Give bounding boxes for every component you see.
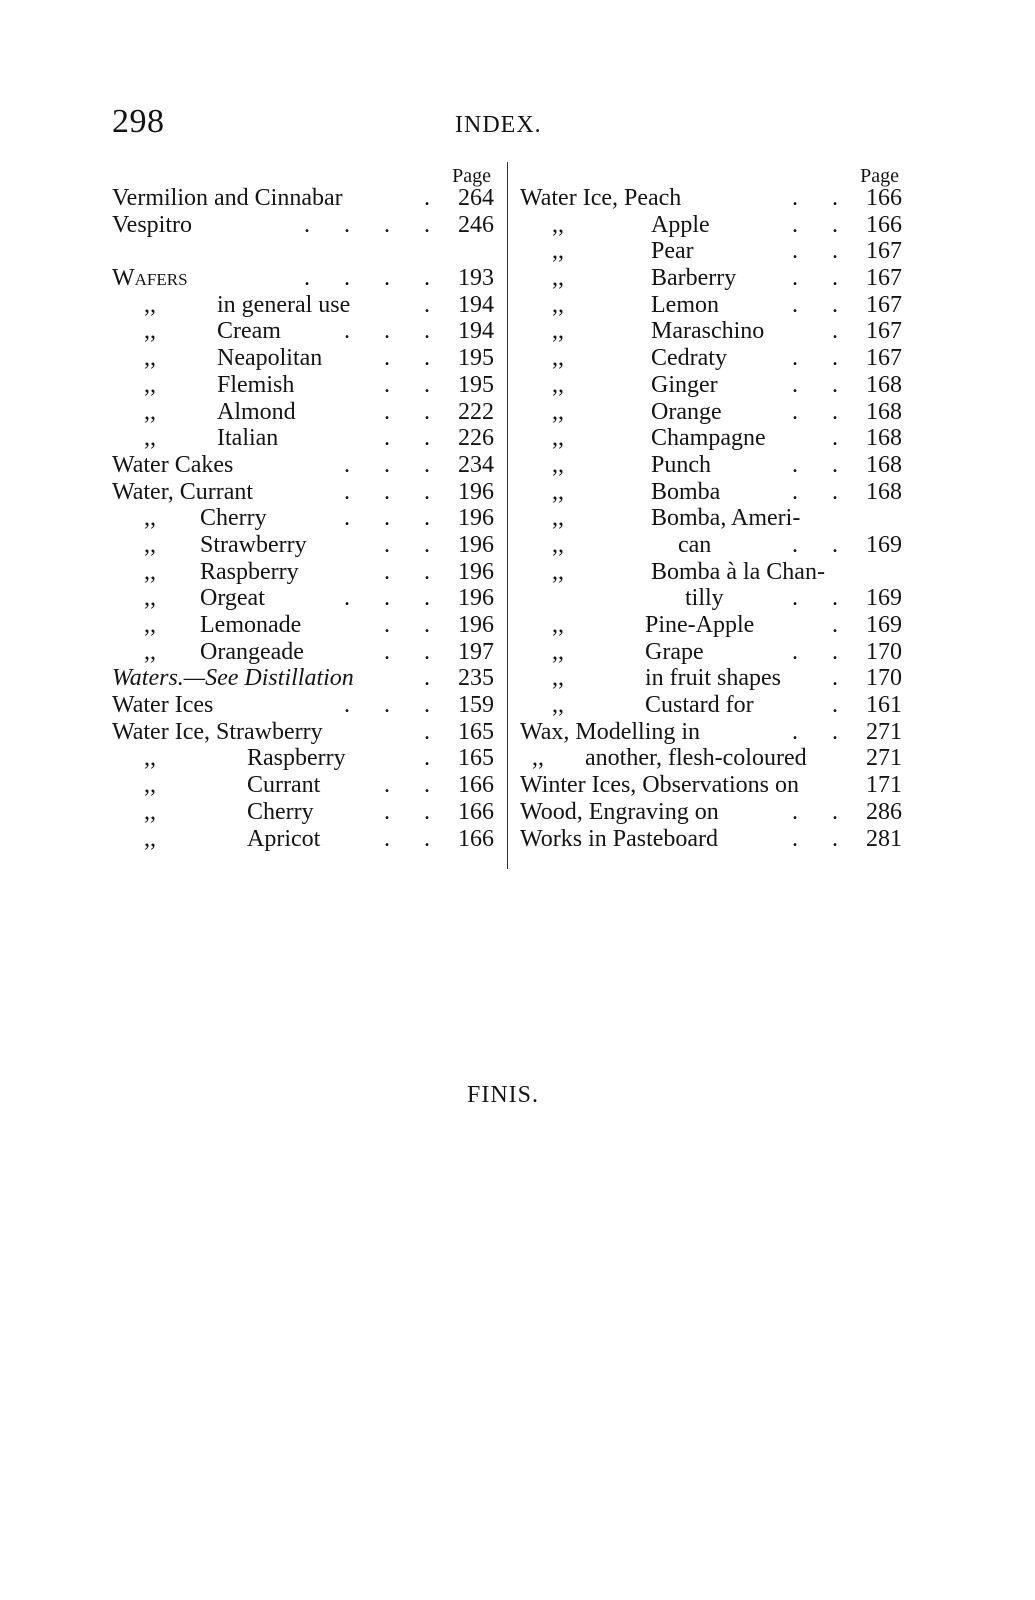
index-entry — [520, 665, 902, 692]
index-entry — [112, 505, 494, 532]
page-ref: 159 — [458, 692, 494, 719]
index-entry — [112, 372, 494, 399]
entry-label: in general use — [217, 291, 351, 318]
entry-label: Pine-Apple — [645, 612, 755, 638]
ditto-mark: ,, — [144, 291, 156, 318]
leader-dots: . . . — [344, 505, 444, 532]
running-title: INDEX. — [455, 112, 542, 138]
index-entry — [112, 745, 494, 772]
leader-dots: . . — [384, 798, 444, 825]
index-entry — [112, 826, 494, 853]
leader-dots: . . . — [344, 478, 444, 505]
page-ref: 196 — [458, 558, 494, 585]
ditto-mark: ,, — [144, 505, 156, 532]
entry-label: Italian — [217, 425, 279, 452]
index-column-left — [112, 163, 494, 852]
leader-dots: . . — [792, 265, 852, 292]
ditto-mark: ,, — [552, 612, 564, 638]
entry-label: Neapolitan — [217, 345, 323, 372]
ditto-mark: ,, — [144, 531, 156, 558]
ditto-mark: ,, — [144, 345, 156, 372]
leader-dots: . . — [792, 825, 852, 852]
leader-dots: . . — [792, 478, 852, 505]
index-entry — [520, 532, 902, 559]
index-entry — [520, 318, 902, 345]
entry-label: Flemish — [217, 371, 295, 398]
entry-label: Almond — [217, 398, 296, 425]
page-ref: 194 — [458, 291, 494, 318]
entry-label: Pear — [651, 238, 694, 265]
entry-label: Apple — [651, 211, 710, 238]
leader-dots: . . . — [344, 451, 444, 478]
index-entry — [112, 452, 494, 479]
entry-label: Waters.—See Distillation — [112, 665, 354, 692]
leader-dots: . — [424, 718, 444, 745]
leader-dots: . — [424, 665, 444, 692]
index-entry — [520, 612, 902, 639]
ditto-mark: ,, — [144, 825, 156, 852]
page-ref: 193 — [458, 265, 494, 292]
index-entry — [520, 452, 902, 479]
index-entry — [112, 479, 494, 506]
leader-dots: . — [424, 291, 444, 318]
index-entry — [112, 399, 494, 426]
leader-dots: . — [832, 425, 852, 452]
entry-label: Cream — [217, 318, 281, 345]
page-ref: 235 — [458, 665, 494, 692]
index-entry — [520, 745, 902, 772]
leader-dots: . . . — [344, 585, 444, 612]
leader-dots: . — [832, 692, 852, 719]
entry-label: Wax, Modelling in — [520, 718, 701, 745]
page-ref: 226 — [458, 425, 494, 452]
entry-label: Grape — [645, 638, 704, 665]
ditto-mark: ,, — [532, 745, 544, 772]
index-entry — [112, 799, 494, 826]
leader-dots: . . — [384, 558, 444, 585]
page-ref: 168 — [866, 371, 902, 398]
page-ref: 167 — [866, 291, 902, 318]
index-entry — [112, 665, 494, 692]
page-ref: 286 — [866, 798, 902, 825]
entries-right — [520, 185, 902, 852]
ditto-mark: ,, — [552, 238, 564, 265]
entry-label: Vermilion and Cinnabar — [112, 185, 343, 211]
index-entry — [112, 185, 494, 212]
page-ref: 170 — [866, 665, 902, 692]
entry-label: Lemon — [651, 291, 719, 318]
index-entry — [520, 292, 902, 319]
entry-label: can — [678, 531, 712, 558]
leader-dots: . — [424, 745, 444, 772]
entry-label: Lemonade — [200, 612, 302, 638]
index-entry — [520, 212, 902, 239]
leader-dots: . . — [792, 238, 852, 265]
page-ref: 167 — [866, 265, 902, 292]
page-ref: 196 — [458, 612, 494, 638]
index-entry — [112, 639, 494, 666]
entries-left — [112, 185, 494, 852]
ditto-mark: ,, — [144, 585, 156, 612]
page-ref: 169 — [866, 585, 902, 612]
index-entry — [520, 399, 902, 426]
ditto-mark: ,, — [144, 772, 156, 799]
leader-dots: . . — [792, 345, 852, 372]
entry-label: Bomba, Ameri- — [651, 505, 801, 532]
page-ref: 281 — [866, 825, 902, 852]
page-ref: 264 — [458, 185, 494, 211]
page-ref: 271 — [866, 718, 902, 745]
column-divider — [507, 162, 508, 869]
page-ref: 197 — [458, 638, 494, 665]
entry-label: Water Cakes — [112, 451, 234, 478]
leader-dots: . . — [384, 825, 444, 852]
leader-dots: . . — [792, 398, 852, 425]
entry-label: Cherry — [247, 798, 314, 825]
page-ref: 170 — [866, 638, 902, 665]
entry-label: Raspberry — [200, 558, 299, 585]
ditto-mark: ,, — [552, 692, 564, 719]
index-entry — [520, 692, 902, 719]
leader-dots: . . — [384, 371, 444, 398]
index-entry — [112, 532, 494, 559]
entry-label: Raspberry — [247, 745, 346, 772]
ditto-mark: ,, — [144, 558, 156, 585]
leader-dots: . . — [792, 718, 852, 745]
page-ref: 196 — [458, 531, 494, 558]
page-ref: 168 — [866, 425, 902, 452]
ditto-mark: ,, — [144, 371, 156, 398]
page-ref: 169 — [866, 531, 902, 558]
entry-label: Custard for — [645, 692, 754, 719]
entry-label: in fruit shapes — [645, 665, 781, 692]
ditto-mark: ,, — [552, 558, 564, 585]
ditto-mark: ,, — [552, 318, 564, 345]
entry-label: Bomba — [651, 478, 721, 505]
leader-dots: . . — [792, 451, 852, 478]
index-entry — [520, 826, 902, 853]
entry-label: Currant — [247, 772, 321, 799]
index-entry — [520, 505, 902, 532]
entry-label: Maraschino — [651, 318, 765, 345]
index-entry — [112, 585, 494, 612]
page-ref: 195 — [458, 345, 494, 372]
index-entry — [112, 345, 494, 372]
index-entry — [520, 185, 902, 212]
leader-dots: . . — [384, 638, 444, 665]
ditto-mark: ,, — [552, 398, 564, 425]
page-ref: 196 — [458, 505, 494, 532]
page-ref: 196 — [458, 585, 494, 612]
index-entry — [112, 719, 494, 746]
index-entry — [112, 265, 494, 292]
page-ref: 234 — [458, 451, 494, 478]
ditto-mark: ,, — [144, 612, 156, 638]
ditto-mark: ,, — [144, 425, 156, 452]
leader-dots: . . — [792, 185, 852, 211]
page-ref: 168 — [866, 451, 902, 478]
ditto-mark: ,, — [552, 425, 564, 452]
ditto-mark: ,, — [552, 505, 564, 532]
index-entry — [520, 265, 902, 292]
entry-label: Strawberry — [200, 531, 307, 558]
ditto-mark: ,, — [552, 371, 564, 398]
leader-dots: . . . — [344, 692, 444, 719]
page-ref: 271 — [866, 745, 902, 772]
entry-label: Champagne — [651, 425, 766, 452]
ditto-mark: ,, — [552, 665, 564, 692]
leader-dots: . . — [792, 798, 852, 825]
ditto-mark: ,, — [552, 211, 564, 238]
ditto-mark: ,, — [552, 531, 564, 558]
leader-dots: . . — [792, 585, 852, 612]
leader-dots: . . — [792, 291, 852, 318]
leader-dots: . . — [792, 371, 852, 398]
entry-label: Vespitro — [112, 211, 192, 238]
entry-label: Water Ice, Peach — [520, 185, 682, 211]
page-ref: 171 — [866, 772, 902, 799]
leader-dots: . . — [792, 531, 852, 558]
entry-label: Water Ice, Strawberry — [112, 718, 323, 745]
index-entry — [112, 692, 494, 719]
blank-line — [112, 238, 494, 265]
entry-label: Wood, Engraving on — [520, 798, 719, 825]
leader-dots: . . . — [344, 318, 444, 345]
entry-label: another, flesh-coloured — [585, 745, 807, 772]
page-ref: 169 — [866, 612, 902, 638]
page-ref: 167 — [866, 318, 902, 345]
leader-dots: . — [424, 185, 444, 211]
page-ref: 167 — [866, 345, 902, 372]
page-ref: 246 — [458, 211, 494, 238]
leader-dots: . . — [384, 612, 444, 638]
page-ref: 166 — [458, 798, 494, 825]
page-ref: 165 — [458, 718, 494, 745]
ditto-mark: ,, — [144, 745, 156, 772]
entry-label: Water Ices — [112, 692, 214, 719]
index-column-right — [520, 163, 902, 852]
entry-label: Barberry — [651, 265, 737, 292]
entry-label: Punch — [651, 451, 711, 478]
index-entry — [520, 479, 902, 506]
finis: FINIS. — [467, 1082, 540, 1108]
page-ref: 168 — [866, 478, 902, 505]
index-entry — [112, 292, 494, 319]
ditto-mark: ,, — [144, 638, 156, 665]
page-column-heading-left: Page — [452, 165, 491, 187]
page-ref: 166 — [866, 211, 902, 238]
index-entry — [520, 345, 902, 372]
page-ref: 195 — [458, 371, 494, 398]
leader-dots: . . — [384, 425, 444, 452]
entry-label: Bomba à la Chan- — [651, 558, 825, 585]
entry-label: Wafers — [112, 265, 188, 292]
leader-dots: . . . . — [304, 265, 444, 292]
ditto-mark: ,, — [552, 478, 564, 505]
ditto-mark: ,, — [552, 345, 564, 372]
index-entry — [520, 772, 902, 799]
entry-label: Cedraty — [651, 345, 727, 372]
index-entry — [112, 612, 494, 639]
leader-dots: . . — [384, 772, 444, 799]
page-ref: 166 — [866, 185, 902, 211]
ditto-mark: ,, — [144, 798, 156, 825]
index-entry — [520, 799, 902, 826]
page-ref: 161 — [866, 692, 902, 719]
index-entry — [520, 372, 902, 399]
leader-dots: . . — [792, 638, 852, 665]
index-entry — [520, 585, 902, 612]
entry-label: tilly — [685, 585, 724, 612]
ditto-mark: ,, — [144, 398, 156, 425]
page-ref: 167 — [866, 238, 902, 265]
index-entry — [112, 212, 494, 239]
entry-label: Apricot — [247, 825, 321, 852]
leader-dots: . . — [384, 531, 444, 558]
index-entry — [520, 559, 902, 586]
leader-dots: . . — [384, 345, 444, 372]
index-entry — [520, 425, 902, 452]
page-ref: 165 — [458, 745, 494, 772]
entry-label: Orangeade — [200, 638, 304, 665]
leader-dots: . . — [792, 211, 852, 238]
index-entry — [112, 772, 494, 799]
entry-label: Winter Ices, Observations on — [520, 772, 799, 799]
leader-dots: . . — [384, 398, 444, 425]
entry-label: Ginger — [651, 371, 718, 398]
entry-label: Orange — [651, 398, 722, 425]
index-entry — [112, 318, 494, 345]
page-ref: 166 — [458, 772, 494, 799]
leader-dots: . — [832, 665, 852, 692]
page-ref: 222 — [458, 398, 494, 425]
entry-label: Orgeat — [200, 585, 265, 612]
ditto-mark: ,, — [552, 638, 564, 665]
page-ref: 194 — [458, 318, 494, 345]
entry-label: Water, Currant — [112, 478, 254, 505]
ditto-mark: ,, — [144, 318, 156, 345]
leader-dots: . . . . — [304, 211, 444, 238]
entry-label: Works in Pasteboard — [520, 825, 719, 852]
ditto-mark: ,, — [552, 265, 564, 292]
index-entry — [112, 559, 494, 586]
leader-dots: . — [832, 318, 852, 345]
leader-dots: . — [832, 612, 852, 638]
index-entry — [112, 425, 494, 452]
page-column-heading-right: Page — [860, 165, 899, 187]
page-ref: 196 — [458, 478, 494, 505]
page-ref: 166 — [458, 825, 494, 852]
index-entry — [520, 639, 902, 666]
entry-label: Cherry — [200, 505, 267, 532]
page-ref: 168 — [866, 398, 902, 425]
index-entry — [520, 238, 902, 265]
ditto-mark: ,, — [552, 291, 564, 318]
ditto-mark: ,, — [552, 451, 564, 478]
index-entry — [520, 719, 902, 746]
page-number: 298 — [112, 103, 165, 140]
